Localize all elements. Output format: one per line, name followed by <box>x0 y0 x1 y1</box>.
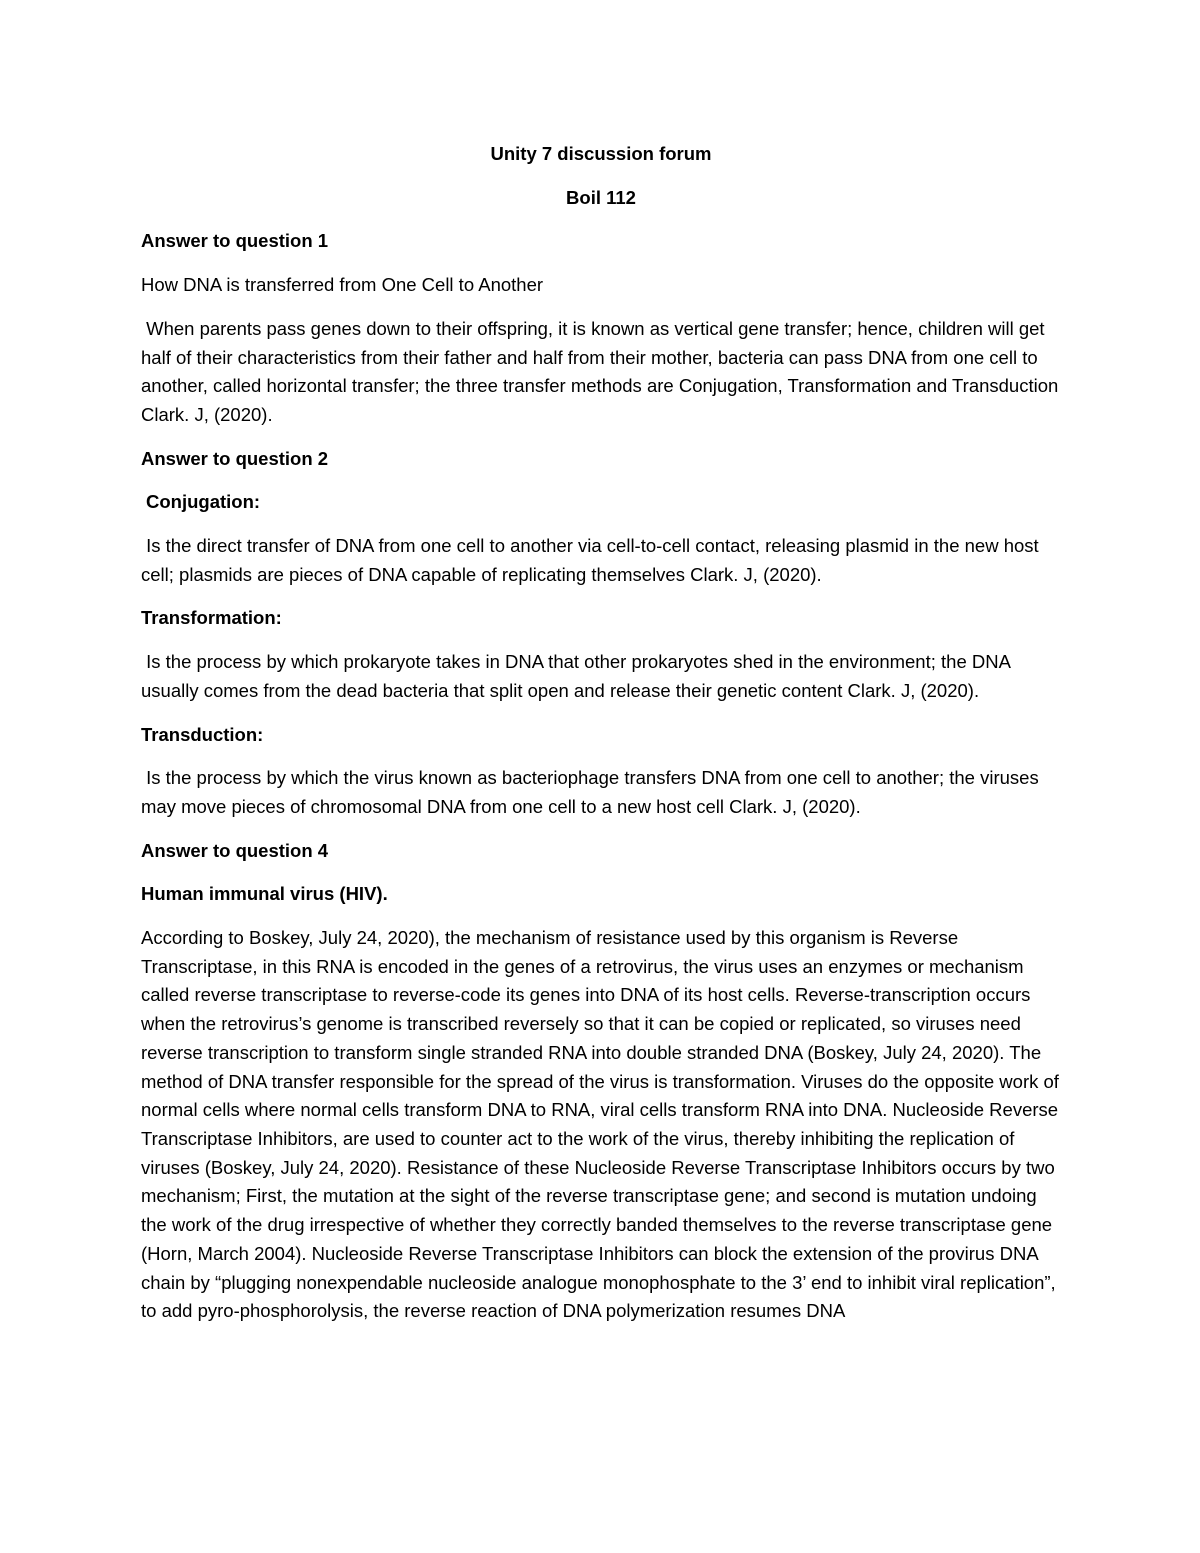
transduction-heading: Transduction: <box>141 723 264 745</box>
transformation-body: Is the process by which prokaryote takes in DNA that other prokaryotes shed in the environment; the DNA usually comes from the dead bacteria that split open and release their genetic content Clark. J, (2020). <box>141 651 1016 701</box>
question-1-body: When parents pass genes down to their offspring, it is known as vertical gene transfer; hence, children will get half of their characteristics from their father and half from their mother, bacteria can pass DNA from one cell to another, called horizontal transfer; the three transfer methods are Conjugation, Transformation and Transduction Clark. J, (2020). <box>141 317 1064 425</box>
question-4-body: According to Boskey, July 24, 2020), the mechanism of resistance used by this organism is Reverse Transcriptase, in this RNA is encoded in the genes of a retrovirus, the virus uses an enzymes or mechanism called reverse transcriptase to reverse-code its genes into DNA of its host cells. Reverse-transcription occurs when the retrovirus’s genome is transcribed reversely so that it can be copied or replicated, so viruses need reverse transcription to transform single stranded RNA into double stranded DNA (Boskey, July 24, 2020). The method of DNA transfer responsible for the spread of the virus is transformation. Viruses do the opposite work of normal cells where normal cells transform DNA to RNA, viral cells transform RNA into DNA. Nucleoside Reverse Transcriptase Inhibitors, are used to counter act to the work of the virus, thereby inhibiting the replication of viruses (Boskey, July 24, 2020). Resistance of these Nucleoside Reverse Transcriptase Inhibitors occurs by two mechanism; First, the mutation at the sight of the reverse transcriptase gene; and second is mutation undoing the work of the drug irrespective of whether they correctly banded themselves to the reverse transcriptase gene (Horn, March 2004). Nucleoside Reverse Transcriptase Inhibitors can block the extension of the provirus DNA chain by “plugging nonexpendable nucleoside analogue monophosphate to the 3’ end to inhibit viral replication”, to add pyro-phosphorolysis, the reverse reaction of DNA polymerization resumes DNA <box>141 927 1059 1322</box>
question-1-subheading: How DNA is transferred from One Cell to Another <box>141 274 544 296</box>
question-4-heading: Answer to question 4 <box>141 839 329 861</box>
transduction-body: Is the process by which the virus known as bacteriophage transfers DNA from one cell to another; the viruses may move pieces of chromosomal DNA from one cell to a new host cell Clark. J, (2020). <box>141 767 1044 817</box>
question-2-heading: Answer to question 2 <box>141 447 329 469</box>
question-1-heading: Answer to question 1 <box>141 230 329 252</box>
transformation-heading: Transformation: <box>141 607 282 629</box>
conjugation-heading: Conjugation: <box>146 491 261 513</box>
document-page <box>141 140 1064 1341</box>
conjugation-body: Is the direct transfer of DNA from one cell to another via cell-to-cell contact, releasing plasmid in the new host cell; plasmids are pieces of DNA capable of replicating themselves Clark. J, (2020). <box>141 535 1044 585</box>
question-4-subheading: Human immunal virus (HIV). <box>141 883 388 905</box>
document-title: Unity 7 discussion forum <box>490 143 712 164</box>
course-code: Boil 112 <box>566 186 636 208</box>
